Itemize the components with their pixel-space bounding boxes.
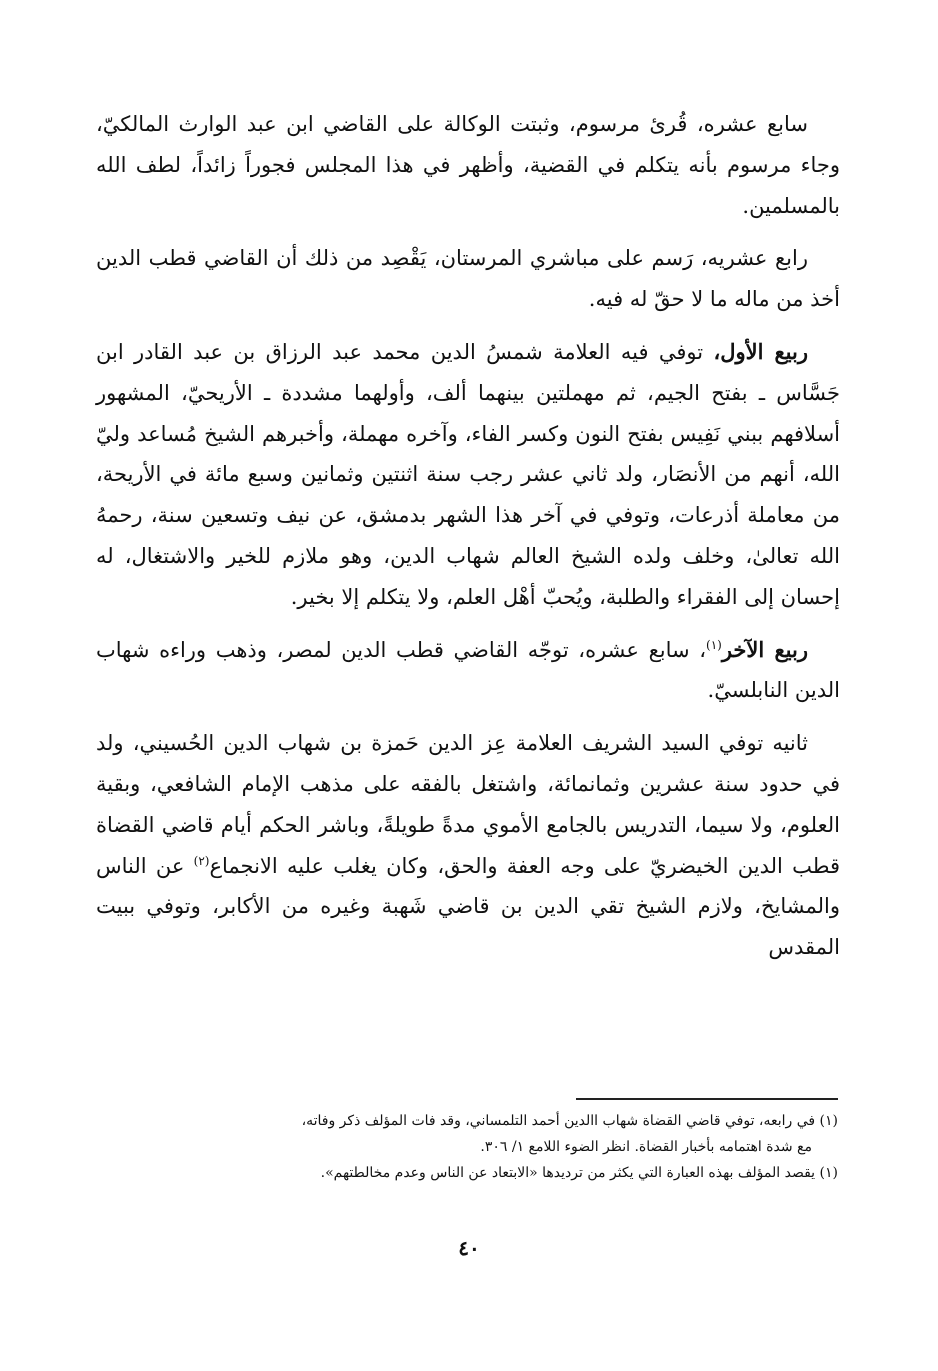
page-number: ٤٠ xyxy=(458,1236,480,1260)
footnote-ref-2: (٢) xyxy=(193,853,210,868)
month-heading-rabi-al-akhir: ربيع الآخر xyxy=(721,636,808,662)
footnote-ref-1: (١) xyxy=(706,637,722,652)
paragraph-3-text: توفي فيه العلامة شمسُ الدين محمد عبد الرزاق بن عبد القادر ابن جَسَّاس ـ بفتح الجيم، ثم مهملتين بينهما ألف، وأولهما مشددة ـ الأريحيّ، المشهور أسلافهم ببني نَفِيس بفتح النون وكسر الفاء، وآخره مهملة، وأخبرهم الشيخ مُساعد وليّ الله، أنهم من الأنصَار، ولد ثاني عشر رجب سنة اثنتين وثمانين وسبع مائة في الأريحة، من معاملة أذرعات، وتوفي في آخر هذا الشهر بدمشق، عن نيف وتسعين سنة، رحمهُ الله تعالىٰ، وخلف ولده الشيخ العالم شهاب الدين، وهو ملازم للخير والاشتغال، له إحسان إلى الفقراء والطلبة، ويُحبّ أهْل العلم، ولا يتكلم إلا بخير. xyxy=(96,339,840,609)
footnote-separator xyxy=(576,1098,838,1100)
month-heading-rabi-al-awwal: ربيع الأول، xyxy=(713,338,808,364)
footnote-2-label: (١) xyxy=(819,1165,838,1181)
footnote-1-line1: في رابعه، توفي قاضي القضاة شهاب االدين أحمد التلمساني، وقد فات المؤلف ذكر وفاته، xyxy=(301,1113,816,1129)
paragraph-3 xyxy=(96,332,840,618)
footnotes xyxy=(100,1108,838,1186)
paragraph-4 xyxy=(96,630,840,712)
paragraph-2-text: رابع عشريه، رَسم على مباشري المرستان، يَقْصِد من ذلك أن القاضي قطب الدين أخذ من ماله ما لا حقّ له فيه. xyxy=(96,246,840,312)
paragraph-1 xyxy=(96,104,840,226)
paragraph-5-text-a: ثانيه توفي السيد الشريف العلامة عِز الدين حَمزة بن شهاب الدين الحُسيني، ولد في حدود سنة عشرين وثمانمائة، واشتغل بالفقه على مذهب الإمام الشافعي، وبقية العلوم، ولا سيما، التدريس بالجامع الأموي مدةً طويلةً، وباشر الحكم أيام قاضي القضاة قطب الدين الخيضريّ على وجه العفة والحق، وكان يغلب عليه الانجماع xyxy=(96,731,840,878)
footnote-2-text: يقصد المؤلف بهذه العبارة التي يكثر من ترديدها «الابتعاد عن الناس وعدم مخالطتهم». xyxy=(320,1165,816,1181)
paragraph-1-text: سابع عشره، قُرئ مرسوم، وثبتت الوكالة على القاضي ابن عبد الوارث المالكيّ، وجاء مرسوم بأنه يتكلم في القضية، وأظهر في هذا المجلس فجوراً زائداً، لطف الله بالمسلمين. xyxy=(96,112,840,218)
main-text xyxy=(96,104,840,980)
footnote-1-line2: مع شدة اهتمامه بأخبار القضاة. انظر الضوء اللامع ١/ ٣٠٦. xyxy=(480,1139,812,1155)
paragraph-5 xyxy=(96,723,840,968)
paragraph-4-text: ، سابع عشره، توجّه القاضي قطب الدين لمصر، وذهب وراءه شهاب الدين النابلسيّ. xyxy=(96,637,840,703)
paragraph-2 xyxy=(96,238,840,320)
footnote-1 xyxy=(100,1108,838,1160)
paragraph-5-text-b: عن الناس والمشايخ، ولازم الشيخ تقي الدين بن قاضي شَهبة وغيره من الأكابر، وتوفي ببيت المقدس xyxy=(96,853,840,960)
footnote-1-label: (١) xyxy=(819,1113,838,1129)
footnote-2 xyxy=(100,1160,838,1186)
